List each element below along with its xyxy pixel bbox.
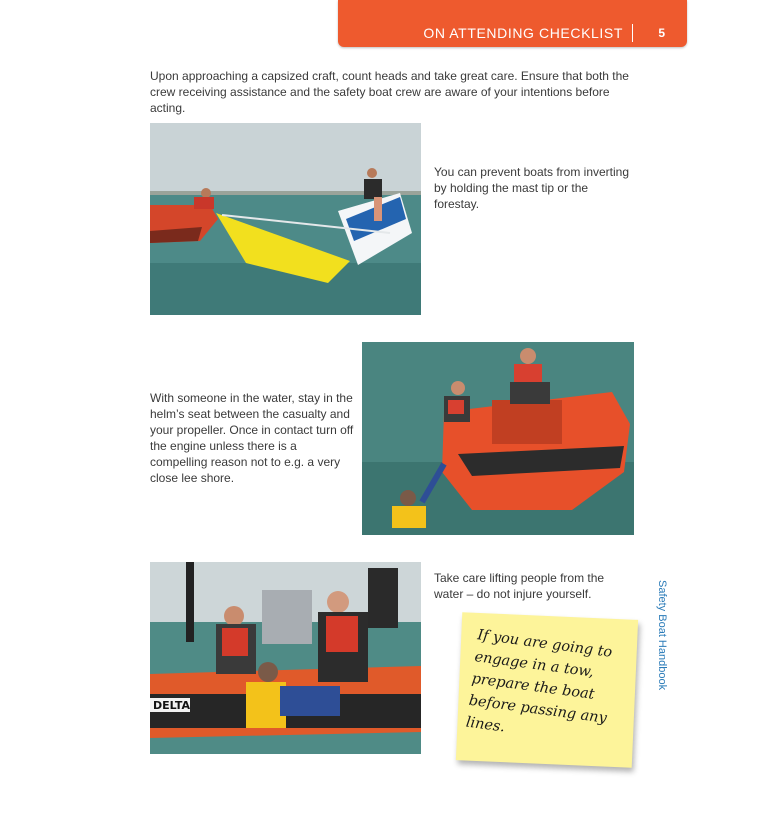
page-number: 5 (658, 26, 665, 40)
caption-2: With someone in the water, stay in the helm’s seat between the casualty and your propeller. Once in contact turn off the engine unless there is a compelling reason not to e.g. a very close lee shore. (150, 391, 354, 485)
sticky-note-text: If you are going to engage in a tow, prepare the boat before passing any lines. (464, 627, 614, 736)
chapter-title: ON ATTENDING CHECKLIST (423, 25, 623, 41)
intro-paragraph: Upon approaching a capsized craft, count heads and take great care. Ensure that both the crew receiving assistance and the safety boat crew are aware of your intentions before acting. (150, 69, 629, 115)
photo-lifting-person (150, 562, 421, 754)
chapter-header-tab (338, 0, 687, 47)
sticky-note (456, 612, 638, 768)
photo-capsized-dinghy (150, 123, 421, 315)
caption-1: You can prevent boats from inverting by holding the mast tip or the forestay. (434, 165, 630, 211)
handbook-side-label: Safety Boat Handbook (656, 580, 668, 691)
header-divider (632, 24, 633, 42)
photo-person-in-water (362, 342, 634, 535)
caption-3: Take care lifting people from the water – do not injure yourself. (434, 571, 605, 601)
boat-brand-label: DELTA (153, 699, 190, 712)
